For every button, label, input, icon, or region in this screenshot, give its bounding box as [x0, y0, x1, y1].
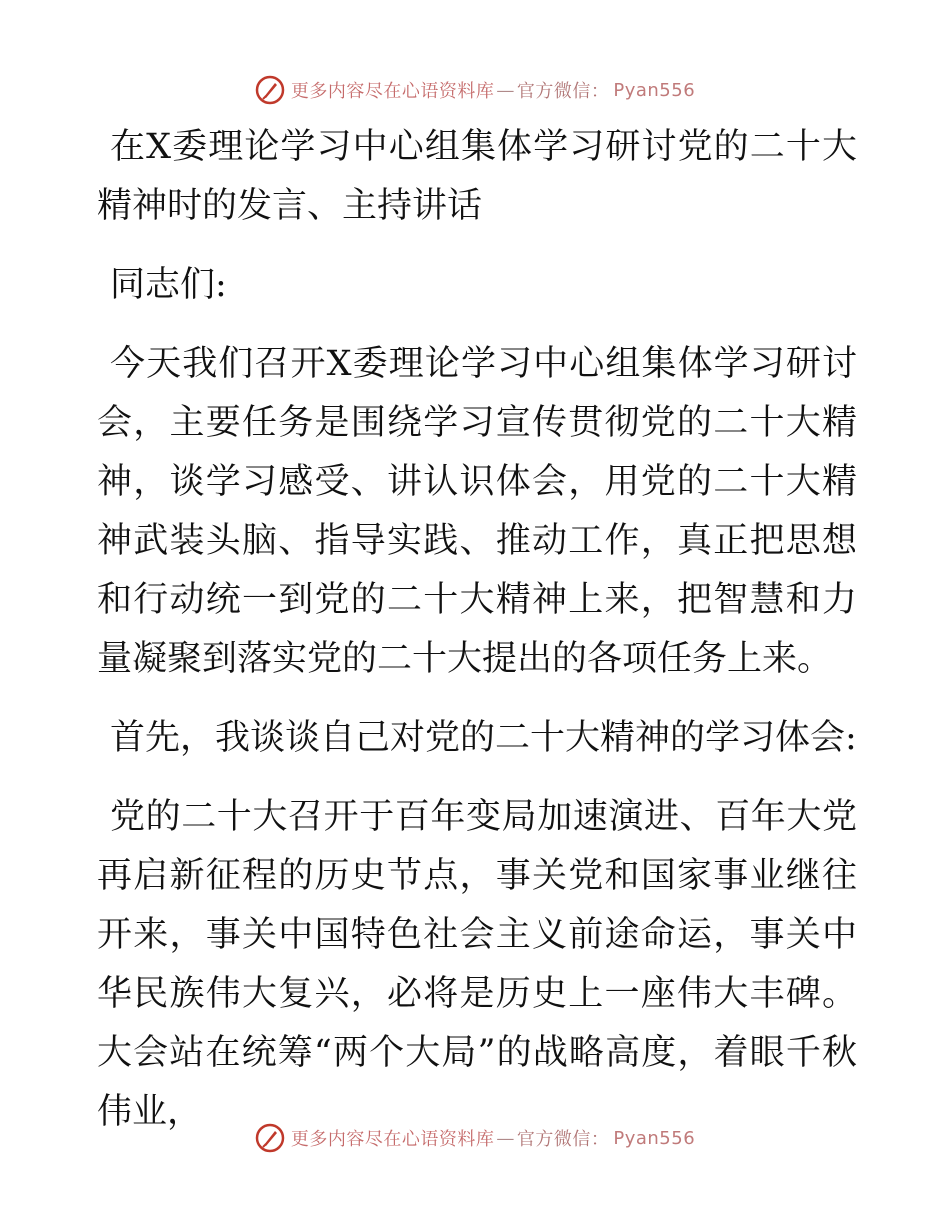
paragraph-1: 今天我们召开X委理论学习中心组集体学习研讨会，主要任务是围绕学习宣传贯彻党的二十大精神，谈学习感受、讲认识体会，用党的二十大精神武装头脑、指导实践、推动工作，真正把思想和行动统一到党的二十大精神上来，把智慧和力量凝聚到落实党的二十大提出的各项任务上来。 — [97, 344, 857, 679]
paragraph-3: 党的二十大召开于百年变局加速演进、百年大党再启新征程的历史节点，事关党和国家事业继往开来，事关中国特色社会主义前途命运，事关中华民族伟大复兴，必将是历史上一座伟大丰碑。大会站在统筹“两个大局”的战略高度，着眼千秋伟业， — [97, 797, 857, 1132]
watermark-wechat-id: Pyan556 — [613, 79, 696, 101]
salutation: 同志们: — [110, 265, 227, 305]
watermark-wechat-id: Pyan556 — [613, 1127, 696, 1149]
watermark-separator: — — [496, 1127, 515, 1149]
footer-watermark — [0, 1118, 950, 1158]
watermark-separator: — — [496, 79, 515, 101]
document-title: 在X委理论学习中心组集体学习研讨党的二十大精神时的发言、主持讲话 — [97, 127, 857, 226]
document-body — [97, 118, 857, 1162]
watermark-wechat-label: 官方微信： — [516, 1129, 610, 1150]
watermark-brand: 更多内容尽在心语资料库 — [290, 81, 495, 102]
paragraph-2: 首先，我谈谈自己对党的二十大精神的学习体会: — [110, 718, 857, 758]
watermark-wechat-label: 官方微信： — [516, 81, 610, 102]
quill-logo-icon — [255, 75, 285, 105]
header-watermark — [0, 70, 950, 110]
watermark-brand: 更多内容尽在心语资料库 — [290, 1129, 495, 1150]
quill-logo-icon — [255, 1123, 285, 1153]
